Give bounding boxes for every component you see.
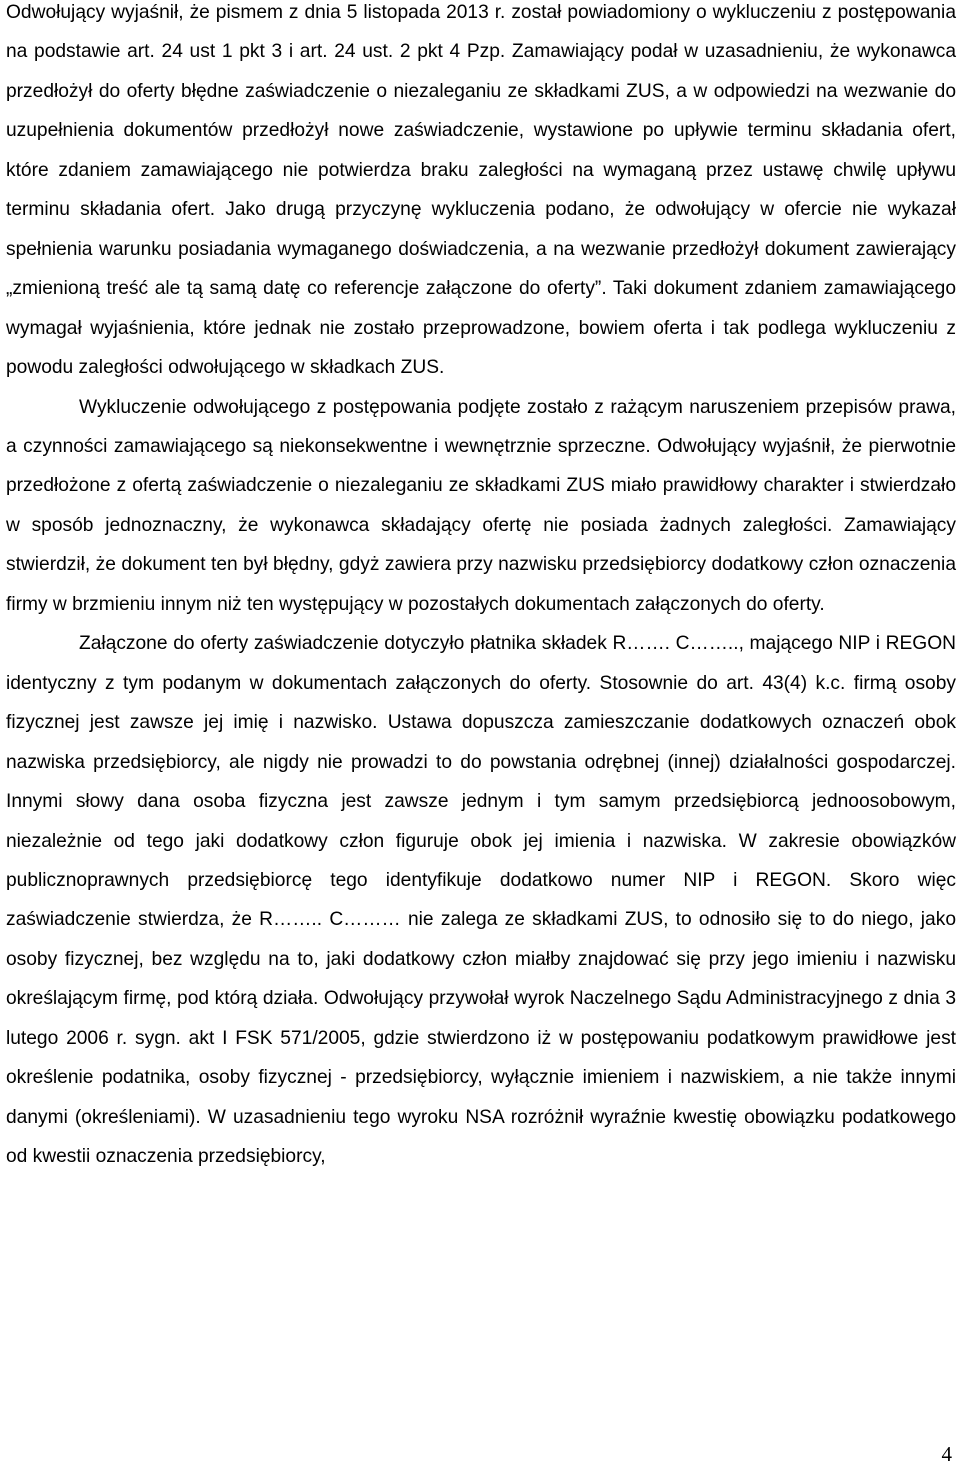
page-number: 4 [941, 1442, 952, 1466]
paragraph-1: Odwołujący wyjaśnił, że pismem z dnia 5 listopada 2013 r. został powiadomiony o wykluczeniu z postępowania na podstawie art. 24 ust 1 pkt 3 i art. 24 ust. 2 pkt 4 Pzp. Zamawiający podał w uzasadnieniu, że wykonawca przedłożył do oferty błędne zaświadczenie o niezaleganiu ze składkami ZUS, a w odpowiedzi na wezwanie do uzupełnienia dokumentów przedłożył nowe zaświadczenie, wystawione po upływie terminu składania ofert, które zdaniem zamawiającego nie potwierdza braku zaległości na wymaganą przez ustawę chwilę upływu terminu składania ofert. Jako drugą przyczynę wykluczenia podano, że odwołujący w ofercie nie wykazał spełnienia warunku posiadania wymaganego doświadczenia, a na wezwanie przedłożył dokument zawierający „zmienioną treść ale tą samą datę co referencje załączone do oferty”. Taki dokument zdaniem zamawiającego wymagał wyjaśnienia, które jednak nie zostało przeprowadzone, bowiem oferta i tak podlega wykluczeniu z powodu zaległości odwołującego w składkach ZUS. [6, 2, 956, 379]
document-body [6, 0, 956, 1177]
paragraph-3: Załączone do oferty zaświadczenie dotyczyło płatnika składek R……. C…….., mającego NIP i REGON identyczny z tym podanym w dokumentach załączonych do oferty. Stosownie do art. 43(4) k.c. firmą osoby fizycznej jest zawsze jej imię i nazwisko. Ustawa dopuszcza zamieszczanie dodatkowych oznaczeń obok nazwiska przedsiębiorcy, ale nigdy nie prowadzi to do powstania odrębnej (innej) działalności gospodarczej. Innymi słowy dana osoba fizyczna jest zawsze jednym i tym samym przedsiębiorcą jednoosobowym, niezależnie od tego jaki dodatkowy człon figuruje obok jej imienia i nazwiska. W zakresie obowiązków publicznoprawnych przedsiębiorcę tego identyfikuje dodatkowo numer NIP i REGON. Skoro więc zaświadczenie stwierdza, że R…….. C……… nie zalega ze składkami ZUS, to odnosiło się to do niego, jako osoby fizycznej, bez względu na to, jaki dodatkowy człon miałby znajdować się przy jego imieniu i nazwisku określającym firmę, pod którą działa. Odwołujący przywołał wyrok Naczelnego Sądu Administracyjnego z dnia 3 lutego 2006 r. sygn. akt I FSK 571/2005, gdzie stwierdzono iż w postępowaniu podatkowym prawidłowe jest określenie podatnika, osoby fizycznej - przedsiębiorcy, wyłącznie imieniem i nazwiskiem, a nie także innymi danymi (określeniami). W uzasadnieniu tego wyroku NSA rozróżnił wyraźnie kwestię obowiązku podatkowego od kwestii oznaczenia przedsiębiorcy, [6, 633, 956, 1168]
paragraph-2: Wykluczenie odwołującego z postępowania podjęte zostało z rażącym naruszeniem przepisów prawa, a czynności zamawiającego są niekonsekwentne i wewnętrznie sprzeczne. Odwołujący wyjaśnił, że pierwotnie przedłożone z ofertą zaświadczenie o niezaleganiu ze składkami ZUS miało prawidłowy charakter i stwierdzało w sposób jednoznaczny, że wykonawca składający ofertę nie posiada żadnych zaległości. Zamawiający stwierdził, że dokument ten był błędny, gdyż zawiera przy nazwisku przedsiębiorcy dodatkowy człon oznaczenia firmy w brzmieniu innym niż ten występujący w pozostałych dokumentach załączonych do oferty. [6, 396, 956, 615]
